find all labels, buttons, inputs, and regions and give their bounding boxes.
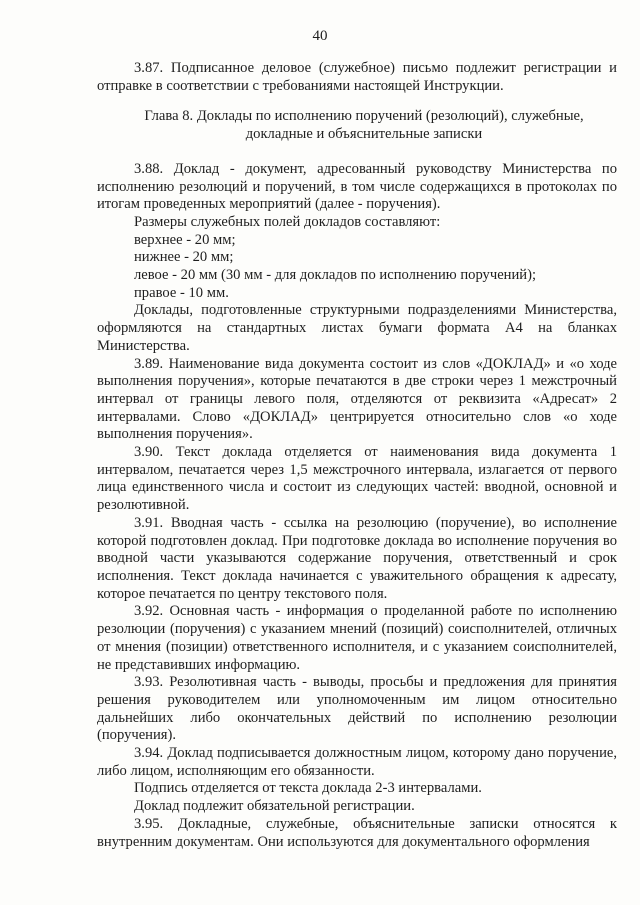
page-number: 40 [312, 28, 328, 44]
paragraph-3-95: 3.95. Докладные, служебные, объяснительные записки относятся к внутренним документам. Они используются для документального оформления [97, 815, 617, 850]
paragraph-3-89: 3.89. Наименование вида документа состоит из слов «ДОКЛАД» и «о ходе выполнения поручения», которые печатаются в две строки через 1 межстрочный интервал от границы левого поля, отделяются от реквизита «Адресат» 2 интервалами. Слово «ДОКЛАД» центрируется относительно слов «о ходе выполнения поручения». [97, 355, 617, 443]
paragraph-3-90: 3.90. Текст доклада отделяется от наименования вида документа 1 интервалом, печатается через 1,5 межстрочного интервала, излагается от первого лица единственного числа и состоит из следующих частей: вводной, основной и резолютивной. [97, 444, 617, 514]
paragraph-3-92: 3.92. Основная часть - информация о проделанной работе по исполнению резолюции (поручения) с указанием мнений (позиций) соисполнителей, отличных от мнения (позиции) ответственного исполнителя, и с указанием соисполнителей, не представивших информацию. [97, 603, 617, 673]
margins-intro: Размеры служебных полей докладов составляют: [134, 213, 441, 230]
document-body [97, 60, 617, 851]
paragraph-registration: Доклад подлежит обязательной регистрации. [134, 798, 415, 815]
paragraph-3-87: 3.87. Подписанное деловое (служебное) письмо подлежит регистрации и отправке в соответствии с требованиями настоящей Инструкции. [97, 60, 617, 94]
paragraph-signature: Подпись отделяется от текста доклада 2-3 интервалами. [134, 780, 482, 797]
margin-item-top: верхнее - 20 мм; [134, 231, 236, 248]
margin-item-left: левое - 20 мм (30 мм - для докладов по исполнению поручений); [134, 267, 537, 284]
paragraph-3-91: 3.91. Вводная часть - ссылка на резолюцию (поручение), во исполнение которой подготовлен доклад. При подготовке доклада во исполнение поручения во вводной части указываются содержание поручения, ответственный и срок исполнения. Текст доклада начинается с уважительного обращения к адресату, которое печатается по центру текстового поля. [97, 514, 617, 602]
chapter-heading: Глава 8. Доклады по исполнению поручений (резолюций), служебные, докладные и объяснительные записки [144, 108, 584, 143]
paragraph-3-88: 3.88. Доклад - документ, адресованный руководству Министерства по исполнению резолюций и поручений, в том числе содержащихся в протоколах по итогам проведенных мероприятий (далее - поручения). [97, 160, 617, 213]
margin-item-right: правое - 10 мм. [134, 284, 229, 301]
paragraph-3-94: 3.94. Доклад подписывается должностным лицом, которому дано поручение, либо лицом, исполняющим его обязанности. [97, 745, 617, 779]
paragraph-reports-format: Доклады, подготовленные структурными подразделениями Министерства, оформляются на стандартных листах бумаги формата А4 на бланках Министерства. [97, 302, 617, 354]
paragraph-3-93: 3.93. Резолютивная часть - выводы, просьбы и предложения для принятия решения руководителем или уполномоченным им лицом относительно дальнейших либо окончательных действий по исполнению резолюции (поручения). [97, 674, 617, 744]
margin-item-bottom: нижнее - 20 мм; [134, 249, 234, 266]
